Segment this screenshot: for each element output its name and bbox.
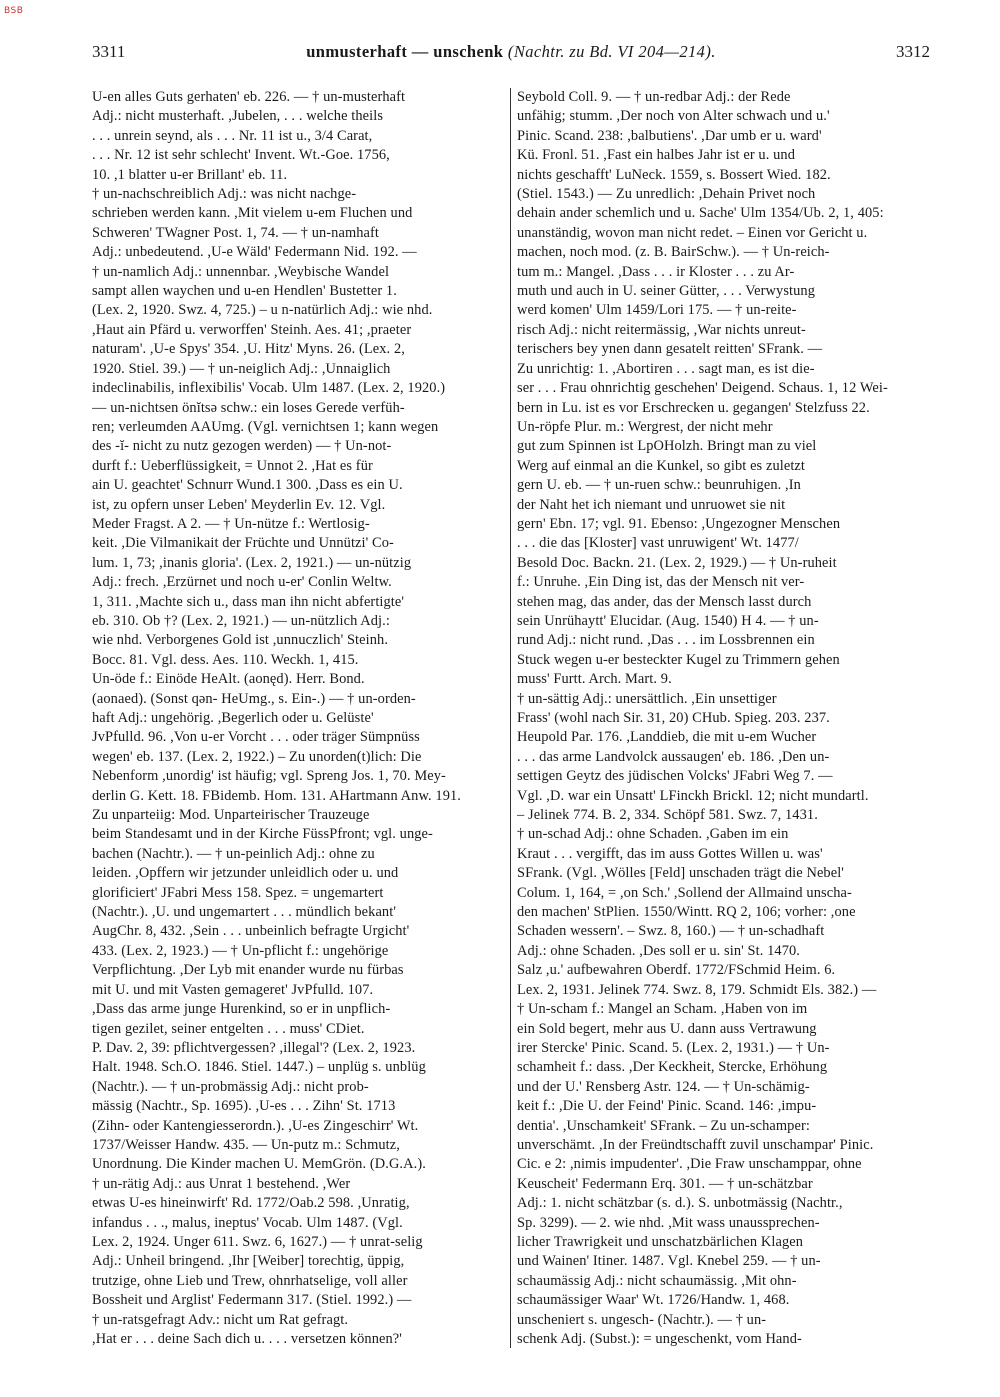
text-line: Kü. Fronl. 51. ,Fast ein halbes Jahr ist er u. und: [517, 147, 795, 164]
text-line: dentia'. ,Unschamkeit' SFrank. – Zu un-schamper:: [517, 1117, 810, 1134]
text-line: der Naht het ich niemant und unruowet sie nit: [517, 496, 786, 513]
text-line: sampt allen waychen und u-en Hendlen' Bustetter 1.: [92, 283, 397, 300]
text-line: (Nachtr.). — † un-probmässig Adj.: nicht prob-: [92, 1078, 369, 1095]
text-line: Adj.: frech. ,Erzürnet und noch u-er' Conlin Weltw.: [92, 574, 392, 591]
text-line: Zu unparteiig: Mod. Unparteirischer Trauzeuge: [92, 807, 370, 824]
column-divider: [510, 88, 511, 1348]
text-line: und Wainen' Itiner. 1487. Vgl. Knebel 259. — † un-: [517, 1253, 821, 1270]
text-line: Cic. e 2: ,nimis impudenter'. ,Die Fraw unschamppar, ohne: [517, 1156, 862, 1173]
left-column: [92, 88, 502, 1358]
text-line: unverschämt. ,In der Freündtschafft zuvil unschampar' Pinic.: [517, 1136, 874, 1153]
text-line: beim Standesamt und in der Kirche FüssPfront; vgl. unge-: [92, 826, 433, 843]
text-line: schaumässig Adj.: nicht schaumässig. ,Mit ohn-: [517, 1272, 797, 1289]
text-line: ist, zu opfern unser Leben' Meyderlin Ev. 12. Vgl.: [92, 496, 386, 513]
text-line: glorificiert' JFabri Mess 158. Spez. = ungemartert: [92, 884, 384, 901]
text-line: Adj.: nicht musterhaft. ,Jubelen, . . . welche theils: [92, 108, 384, 125]
text-line: unanständig, wovon man nicht redet. – Einen vor Gericht u.: [517, 224, 868, 241]
text-line: schaumässiger Waar' Wt. 1726/Handw. 1, 468.: [517, 1292, 790, 1309]
text-line: SFrank. (Vgl. ,Wölles [Feld] unschaden trägt die Nebel': [517, 865, 845, 882]
text-line: † un-rätig Adj.: aus Unrat 1 bestehend. ,Wer: [92, 1175, 351, 1192]
text-line: tum m.: Mangel. ,Dass . . . ir Kloster . . . zu Ar-: [517, 263, 795, 280]
text-line: unscheniert s. ungesch- (Nachtr.). — † un-: [517, 1311, 767, 1328]
text-line: werd komen' Ulm 1459/Lori 175. — † un-reite-: [517, 302, 797, 319]
text-line: Schaden wessern'. – Swz. 8, 160.) — † un-schadhaft: [517, 923, 825, 940]
text-line: licher Trawrigkeit und unschatzbärlichen Klagen: [517, 1233, 804, 1250]
text-line: . . . Nr. 12 ist sehr schlecht' Invent. Wt.-Goe. 1756,: [92, 147, 390, 164]
text-line: Vgl. ,D. war ein Unsatt' LFinckh Brickl. 12; nicht mundartl.: [517, 787, 869, 804]
text-line: — un-nichtsen önĭtsə schw.: ein loses Gerede verfüh-: [92, 399, 405, 416]
text-line: Lex. 2, 1931. Jelinek 774. Swz. 8, 179. Schmidt Els. 382.) —: [517, 981, 877, 998]
left-page-number: 3311: [92, 42, 126, 61]
text-line: P. Dav. 2, 39: pflichtvergessen? ,illegal'? (Lex. 2, 1923.: [92, 1039, 416, 1056]
text-line: keit. ,Die Vilmanikait der Früchte und Unnützi' Co-: [92, 535, 394, 552]
text-line: (Nachtr.). ,U. und ungemartert . . . mündlich bekant': [92, 904, 397, 921]
text-line: irer Stercke' Pinic. Scand. 5. (Lex. 2, 1931.) — † Un-: [517, 1039, 830, 1056]
text-line: Un-röpfe Plur. m.: Wergrest, der nicht mehr: [517, 418, 773, 435]
text-line: (Zihn- oder Kantengiesserordn.). ,U-es Zingeschirr' Wt.: [92, 1117, 419, 1134]
text-line: Werg auf einmal an die Kunkel, so gibt es zuletzt: [517, 457, 806, 474]
text-line: etwas U-es hineinwirft' Rd. 1772/Oab.2 598. ,Unratig,: [92, 1195, 410, 1212]
library-stamp: BSB: [4, 6, 24, 16]
text-line: AugChr. 8, 432. ,Sein . . . unbeinlich befragte Urgicht': [92, 923, 410, 940]
text-line: 433. (Lex. 2, 1923.) — † Un-pflicht f.: ungehörige: [92, 942, 389, 959]
text-line: ,Dass das arme junge Hurenkind, so er in unpflich-: [92, 1001, 391, 1018]
text-line: f.: Unruhe. ,Ein Ding ist, das der Mensch nit ver-: [517, 574, 805, 591]
text-line: leiden. ,Opffern wir jetzunder unleidlich oder u. und: [92, 865, 399, 882]
running-title-headwords: unmusterhaft — unschenk: [306, 42, 504, 61]
text-line: haft Adj.: ungehörig. ,Begerlich oder u. Gelüste': [92, 710, 374, 726]
text-line: 1737/Weisser Handw. 435. — Un-putz m.: Schmutz,: [92, 1136, 400, 1153]
text-line: Sp. 3299). — 2. wie nhd. ,Mit wass unaussprechen-: [517, 1214, 820, 1231]
text-line: . . . unrein seynd, als . . . Nr. 11 ist u., 3/4 Carat,: [92, 127, 373, 144]
text-line: JvPfulld. 96. ,Von u-er Vorcht . . . oder träger Sümpnüss: [92, 729, 420, 746]
text-line: † un-nachschreiblich Adj.: was nicht nachge-: [92, 186, 357, 203]
text-line: durft f.: Ueberflüssigkeit, = Unnot 2. ,Hat es für: [92, 457, 373, 474]
text-line: tigen gezilet, seiner entgelten . . . muss' CDiet.: [92, 1020, 365, 1037]
text-line: Unordnung. Die Kinder machen U. MemGrön. (D.G.A.).: [92, 1156, 426, 1173]
text-line: Lex. 2, 1924. Unger 611. Swz. 6, 1627.) — † unrat-selig: [92, 1233, 423, 1250]
text-line: gut zum Spinnen ist LpOHolzh. Bringt man zu viel: [517, 438, 817, 455]
text-line: bern in Lu. ist es vor Erschrecken u. gegangen' Stelzfuss 22.: [517, 399, 870, 416]
right-page-number: 3312: [896, 42, 930, 61]
text-line: (Stiel. 1543.) — Zu unredlich: ,Dehain Privet noch: [517, 186, 816, 203]
text-line: Pinic. Scand. 238: ,balbutiens'. ,Dar umb er u. ward': [517, 127, 822, 144]
text-line: den machen' StPlien. 1550/Wintt. RQ 2, 106; vorher: ,one: [517, 904, 856, 921]
text-line: ein Sold begert, mehr aus U. dann auss Vertrawung: [517, 1020, 817, 1037]
text-line: keit f.: ,Die U. der Feind' Pinic. Scand. 146: ,impu-: [517, 1098, 817, 1115]
text-line: Bocc. 81. Vgl. dess. Aes. 110. Weckh. 1, 415.: [92, 651, 359, 668]
text-line: ser . . . Frau ohnrichtig geschehen' Deigend. Schaus. 1, 12 Wei-: [517, 380, 888, 397]
text-line: trutzige, ohne Lieb und Trew, ohnrhatselige, voll aller: [92, 1272, 408, 1289]
text-line: unfähig; stumm. ,Der noch von Alter schwach und u.': [517, 108, 830, 125]
text-line: eb. 310. Ob †? (Lex. 2, 1921.) — un-nützlich Adj.:: [92, 612, 390, 629]
text-line: sein Unrühaytt' Elucidar. (Aug. 1540) H 4. — † un-: [517, 612, 819, 629]
text-line: Keuscheit' Federmann Erq. 301. — † un-schätzbar: [517, 1175, 813, 1192]
text-line: Colum. 1, 164, = ,on Sch.' ,Sollend der Allmaind unscha-: [517, 884, 852, 901]
text-line: Zu unrichtig: 1. ,Abortiren . . . sagt man, es ist die-: [517, 360, 815, 377]
text-line: Frass' (wohl nach Sir. 31, 20) CHub. Spieg. 203. 237.: [517, 710, 830, 726]
text-line: schamheit f.: dass. ,Der Keckheit, Stercke, Erhöhung: [517, 1059, 828, 1076]
text-line: Besold Doc. Backn. 21. (Lex. 2, 1929.) — † Un-ruheit: [517, 554, 837, 571]
text-line: Verpflichtung. ,Der Lyb mit enander wurde nu fürbas: [92, 962, 404, 979]
text-line: naturam'. ,U-e Spys' 354. ,U. Hitz' Myns. 26. (Lex. 2,: [92, 341, 405, 358]
text-line: Meder Fragst. A 2. — † Un-nütze f.: Wertlosig-: [92, 515, 370, 532]
text-line: lum. 1, 73; ,inanis gloria'. (Lex. 2, 1921.) — un-nützig: [92, 554, 412, 571]
text-line: ren; verleumden AAUmg. (Vgl. vernichtsen 1; kann wegen: [92, 418, 439, 435]
text-line: Schweren' TWagner Post. 1, 74. — † un-namhaft: [92, 224, 380, 241]
text-line: bachen (Nachtr.). — † un-peinlich Adj.: ohne zu: [92, 845, 375, 862]
text-line: Heupold Par. 176. ,Landdieb, die mit u-em Wucher: [517, 729, 817, 746]
text-line: Kraut . . . vergifft, das im auss Gottes Willen u. was': [517, 845, 823, 862]
text-line: stehen mag, das ander, das der Mensch lasst durch: [517, 593, 812, 610]
text-line: † un-ratsgefragt Adv.: nicht um Rat gefragt.: [92, 1311, 349, 1328]
text-line: gern U. eb. — † un-ruen schw.: beunruhigen. ,In: [517, 477, 801, 494]
text-line: nichts geschafft' LuNeck. 1559, s. Bossert Wied. 182.: [517, 166, 831, 183]
text-line: – Jelinek 774. B. 2, 334. Schöpf 581. Swz. 7, 1431.: [517, 807, 818, 824]
text-line: gern' Ebn. 17; vgl. 91. Ebenso: ,Ungezogner Menschen: [517, 515, 841, 532]
text-line: ,Haut ain Pfärd u. verworffen' Steinh. Aes. 41; ,praeter: [92, 321, 412, 338]
text-line: wie nhd. Verborgenes Gold ist ,unnuczlich' Steinh.: [92, 632, 389, 649]
text-line: † un-sättig Adj.: unersättlich. ,Ein unsettiger: [517, 690, 777, 707]
text-line: Nebenform ,unordig' ist häufig; vgl. Spreng Jos. 1, 70. Mey-: [92, 768, 446, 785]
text-line: rund Adj.: nicht rund. ,Das . . . im Lossbrennen ein: [517, 632, 815, 649]
text-line: risch Adj.: nicht reitermässig, ,War nichts unreut-: [517, 321, 806, 338]
text-line: Adj.: ohne Schaden. ,Des soll er u. sin' St. 1470.: [517, 942, 800, 959]
text-line: † un-schad Adj.: ohne Schaden. ,Gaben im ein: [517, 826, 789, 843]
text-line: Halt. 1948. Sch.O. 1846. Stiel. 1447.) – unplüg s. unblüg: [92, 1059, 426, 1076]
text-line: (aonaed). (Sonst qən- HeUmg., s. Ein-.) — † un-orden-: [92, 690, 416, 707]
text-line: muth und auch in U. seiner Gütter, . . . Verwystung: [517, 283, 816, 300]
text-line: † Un-scham f.: Mangel an Scham. ,Haben von im: [517, 1001, 808, 1018]
page-header: [92, 42, 930, 72]
text-line: dehain ander schemlich und u. Sache' Ulm 1354/Ub. 2, 1, 405:: [517, 205, 884, 222]
text-line: schenk Adj. (Subst.): = ungeschenkt, vom Hand-: [517, 1331, 802, 1347]
text-line: des -ĭ- nicht zu nutz gezogen werden) — † Un-not-: [92, 438, 392, 455]
text-line: Stuck wegen u-er besteckter Kugel zu Trimmern gehen: [517, 651, 840, 668]
text-line: . . . das arme Landvolck aussaugen' eb. 186. ,Den un-: [517, 748, 830, 765]
text-line: mässig (Nachtr., Sp. 1695). ,U-es . . . Zihn' St. 1713: [92, 1098, 396, 1115]
text-line: wegen' eb. 137. (Lex. 2, 1922.) – Zu unorden(t)lich: Die: [92, 748, 422, 765]
running-title-reference: (Nachtr. zu Bd. VI 204—214).: [507, 42, 716, 61]
text-line: machen, noch mod. (z. B. BairSchw.). — † Un-reich-: [517, 244, 830, 261]
text-line: terischers bey ynen dann gesatelt reitten' SFrank. —: [517, 341, 823, 358]
text-line: Adj.: Unheil bringend. ,Ihr [Weiber] torechtig, üppig,: [92, 1253, 405, 1270]
text-line: schrieben werden kann. ,Mit vielem u-em Fluchen und: [92, 205, 413, 222]
text-line: derlin G. Kett. 18. FBidemb. Hom. 131. AHartmann Anw. 191.: [92, 787, 461, 804]
text-line: infandus . . ., malus, ineptus' Vocab. Ulm 1487. (Vgl.: [92, 1214, 403, 1231]
text-line: Adj.: unbedeutend. ,U-e Wäld' Federmann Nid. 192. —: [92, 244, 417, 261]
text-line: Seybold Coll. 9. — † un-redbar Adj.: der Rede: [517, 89, 791, 105]
text-line: mit U. und mit Vasten gemageret' JvPfulld. 107.: [92, 981, 374, 998]
text-line: † un-namlich Adj.: unnennbar. ,Weybische Wandel: [92, 263, 390, 280]
text-line: Un-öde f.: Einöde HeAlt. (aonęd). Herr. Bond.: [92, 671, 365, 688]
text-line: indeclinabilis, inflexibilis' Vocab. Ulm 1487. (Lex. 2, 1920.): [92, 380, 446, 397]
text-line: und der U.' Rensberg Astr. 124. — † Un-schämig-: [517, 1078, 810, 1095]
text-line: 1, 311. ,Machte sich u., dass man ihn nicht abfertigte': [92, 593, 405, 610]
text-line: (Lex. 2, 1920. Swz. 4, 725.) – u n-natürlich Adj.: wie nhd.: [92, 302, 433, 319]
text-line: Bossheit und Arglist' Federmann 317. (Stiel. 1992.) —: [92, 1292, 412, 1309]
text-line: 10. ,1 blatter u-er Brillant' eb. 11.: [92, 166, 288, 183]
text-line: ain U. geachtet' Schnurr Wund.1 300. ,Dass es ein U.: [92, 477, 403, 494]
text-line: muss' Furtt. Arch. Mart. 9.: [517, 671, 672, 688]
running-title: [92, 42, 930, 62]
text-line: U-en alles Guts gerhaten' eb. 226. — † un-musterhaft: [92, 89, 406, 105]
text-line: 1920. Stiel. 39.) — † un-neiglich Adj.: ,Unnaiglich: [92, 360, 391, 377]
right-column: [517, 88, 927, 1358]
text-line: . . . die das [Kloster] vast unruwigent' Wt. 1477/: [517, 535, 799, 552]
text-line: settigen Geytz des jüdischen Volcks' JFabri Weg 7. —: [517, 768, 833, 785]
text-line: Salz ,u.' aufbewahren Oberdf. 1772/FSchmid Heim. 6.: [517, 962, 836, 979]
text-line: ,Hat er . . . deine Sach dich u. . . . versetzen können?': [92, 1331, 402, 1347]
text-line: Adj.: 1. nicht schätzbar (s. d.). S. unbotmässig (Nachtr.,: [517, 1195, 843, 1212]
